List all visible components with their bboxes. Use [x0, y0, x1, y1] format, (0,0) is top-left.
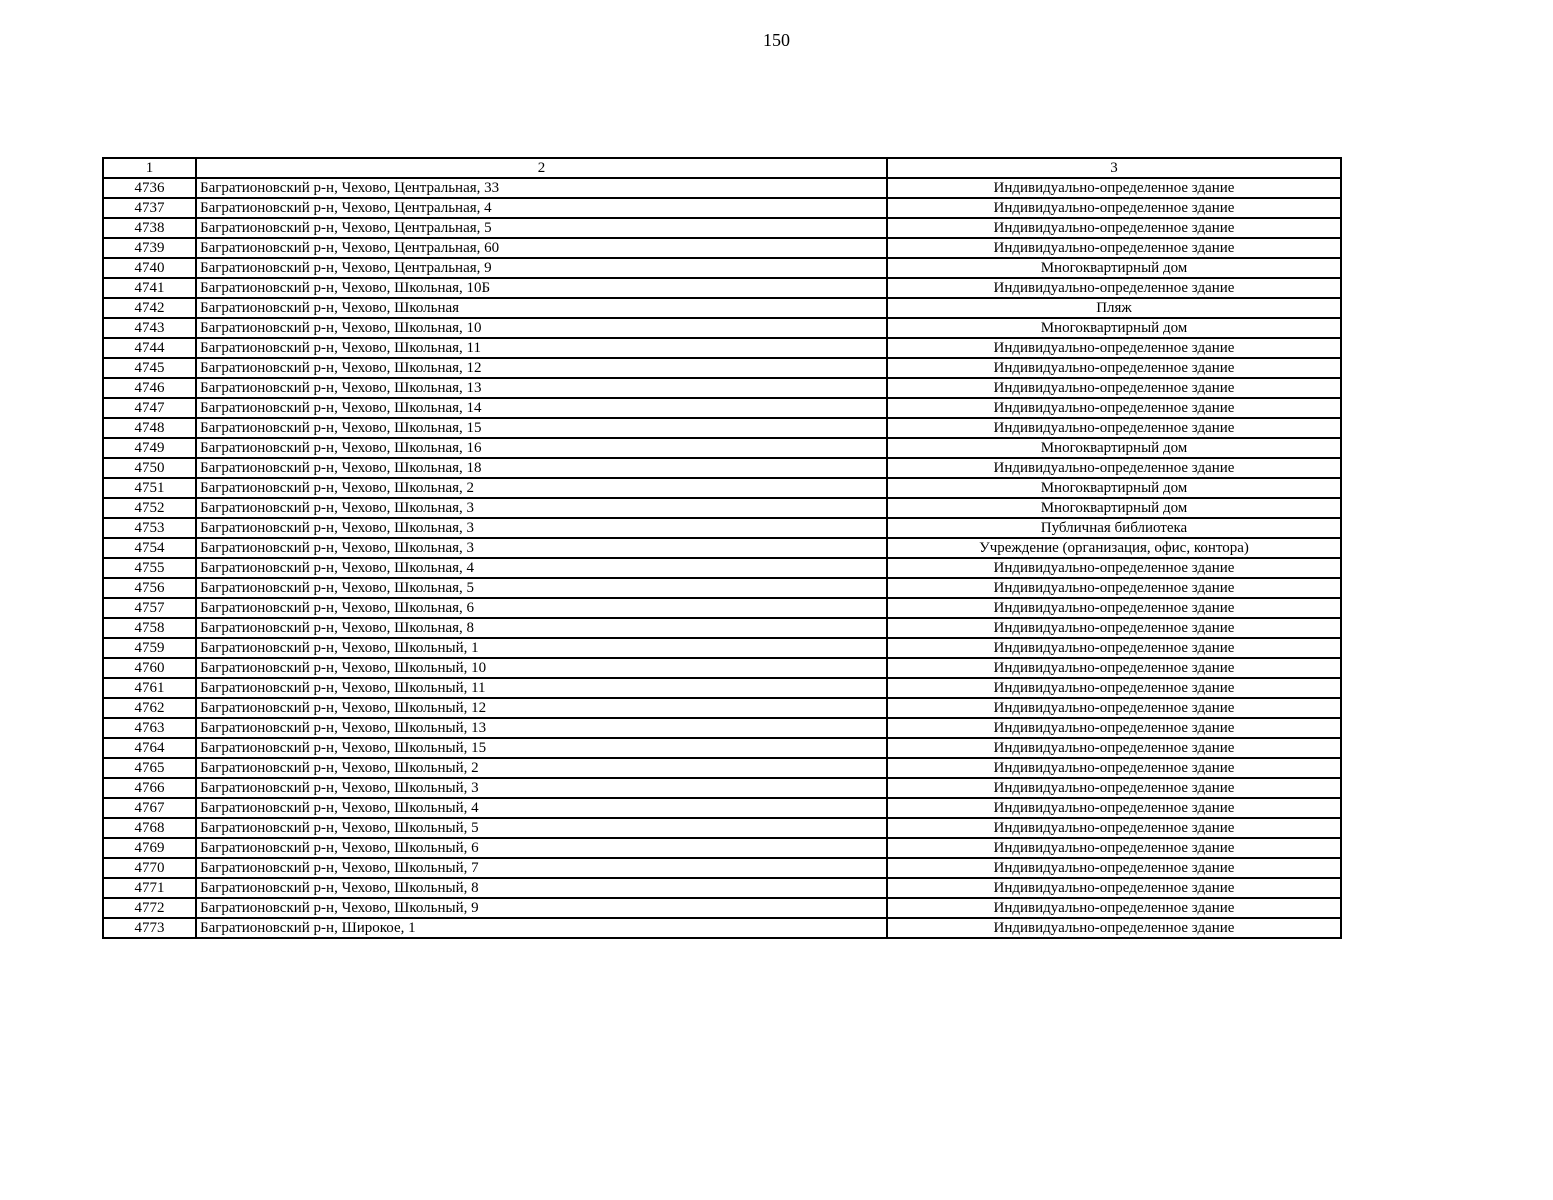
row-number: 4748 — [103, 418, 196, 438]
table-row — [103, 778, 1341, 798]
row-object-type: Индивидуально-определенное здание — [887, 418, 1341, 438]
row-address: Багратионовский р-н, Чехово, Школьная, 3 — [196, 518, 887, 538]
row-number: 4745 — [103, 358, 196, 378]
row-object-type: Индивидуально-определенное здание — [887, 918, 1341, 938]
row-address: Багратионовский р-н, Чехово, Школьная, 6 — [196, 598, 887, 618]
row-object-type: Пляж — [887, 298, 1341, 318]
row-number: 4772 — [103, 898, 196, 918]
row-number: 4759 — [103, 638, 196, 658]
row-number: 4743 — [103, 318, 196, 338]
row-number: 4765 — [103, 758, 196, 778]
row-object-type: Индивидуально-определенное здание — [887, 178, 1341, 198]
table-row — [103, 718, 1341, 738]
row-object-type: Индивидуально-определенное здание — [887, 458, 1341, 478]
row-address: Багратионовский р-н, Чехово, Школьная, 8 — [196, 618, 887, 638]
row-address: Багратионовский р-н, Чехово, Центральная, 9 — [196, 258, 887, 278]
row-object-type: Индивидуально-определенное здание — [887, 878, 1341, 898]
row-object-type: Индивидуально-определенное здание — [887, 198, 1341, 218]
table-row — [103, 178, 1341, 198]
row-address: Багратионовский р-н, Чехово, Школьный, 12 — [196, 698, 887, 718]
row-object-type: Индивидуально-определенное здание — [887, 738, 1341, 758]
row-address: Багратионовский р-н, Чехово, Школьная, 15 — [196, 418, 887, 438]
row-address: Багратионовский р-н, Чехово, Школьный, 8 — [196, 878, 887, 898]
row-address: Багратионовский р-н, Чехово, Школьная, 3 — [196, 498, 887, 518]
row-object-type: Индивидуально-определенное здание — [887, 358, 1341, 378]
row-address: Багратионовский р-н, Чехово, Школьный, 9 — [196, 898, 887, 918]
row-address: Багратионовский р-н, Чехово, Школьный, 7 — [196, 858, 887, 878]
row-number: 4757 — [103, 598, 196, 618]
row-number: 4738 — [103, 218, 196, 238]
row-number: 4739 — [103, 238, 196, 258]
row-object-type: Индивидуально-определенное здание — [887, 378, 1341, 398]
table-row — [103, 398, 1341, 418]
column-header-object-type: 3 — [887, 158, 1341, 178]
table-body — [103, 178, 1341, 938]
row-number: 4768 — [103, 818, 196, 838]
row-object-type: Индивидуально-определенное здание — [887, 798, 1341, 818]
table-row — [103, 558, 1341, 578]
table-row — [103, 898, 1341, 918]
row-address: Багратионовский р-н, Чехово, Школьный, 10 — [196, 658, 887, 678]
row-number: 4769 — [103, 838, 196, 858]
row-address: Багратионовский р-н, Чехово, Школьный, 13 — [196, 718, 887, 738]
table-row — [103, 378, 1341, 398]
row-address: Багратионовский р-н, Чехово, Центральная, 4 — [196, 198, 887, 218]
row-address: Багратионовский р-н, Чехово, Школьная, 10Б — [196, 278, 887, 298]
row-number: 4746 — [103, 378, 196, 398]
row-address: Багратионовский р-н, Чехово, Центральная, 5 — [196, 218, 887, 238]
row-address: Багратионовский р-н, Чехово, Школьная, 10 — [196, 318, 887, 338]
table-row — [103, 738, 1341, 758]
table-row — [103, 438, 1341, 458]
row-number: 4758 — [103, 618, 196, 638]
table-row — [103, 498, 1341, 518]
row-address: Багратионовский р-н, Чехово, Школьный, 6 — [196, 838, 887, 858]
row-number: 4771 — [103, 878, 196, 898]
row-object-type: Многоквартирный дом — [887, 498, 1341, 518]
table-row — [103, 918, 1341, 938]
table-row — [103, 658, 1341, 678]
registry-table — [102, 157, 1342, 939]
table-row — [103, 598, 1341, 618]
table-row — [103, 478, 1341, 498]
row-object-type: Индивидуально-определенное здание — [887, 598, 1341, 618]
row-object-type: Индивидуально-определенное здание — [887, 278, 1341, 298]
row-number: 4742 — [103, 298, 196, 318]
table-row — [103, 758, 1341, 778]
row-number: 4737 — [103, 198, 196, 218]
row-address: Багратионовский р-н, Чехово, Школьная, 11 — [196, 338, 887, 358]
row-address: Багратионовский р-н, Чехово, Школьная, 13 — [196, 378, 887, 398]
row-object-type: Публичная библиотека — [887, 518, 1341, 538]
row-number: 4770 — [103, 858, 196, 878]
row-number: 4752 — [103, 498, 196, 518]
header-row — [103, 158, 1341, 178]
table-row — [103, 878, 1341, 898]
row-number: 4750 — [103, 458, 196, 478]
table-row — [103, 238, 1341, 258]
row-address: Багратионовский р-н, Широкое, 1 — [196, 918, 887, 938]
row-address: Багратионовский р-н, Чехово, Центральная, 60 — [196, 238, 887, 258]
row-object-type: Многоквартирный дом — [887, 478, 1341, 498]
table-header — [103, 158, 1341, 178]
row-number: 4751 — [103, 478, 196, 498]
table-row — [103, 638, 1341, 658]
row-object-type: Индивидуально-определенное здание — [887, 818, 1341, 838]
row-number: 4754 — [103, 538, 196, 558]
row-number: 4753 — [103, 518, 196, 538]
row-object-type: Индивидуально-определенное здание — [887, 398, 1341, 418]
row-address: Багратионовский р-н, Чехово, Школьный, 4 — [196, 798, 887, 818]
row-object-type: Индивидуально-определенное здание — [887, 858, 1341, 878]
page-number: 150 — [763, 30, 790, 50]
row-object-type: Многоквартирный дом — [887, 318, 1341, 338]
row-number: 4764 — [103, 738, 196, 758]
row-address: Багратионовский р-н, Чехово, Школьная, 18 — [196, 458, 887, 478]
table-row — [103, 198, 1341, 218]
row-address: Багратионовский р-н, Чехово, Школьная, 2 — [196, 478, 887, 498]
row-object-type: Индивидуально-определенное здание — [887, 778, 1341, 798]
row-object-type: Индивидуально-определенное здание — [887, 638, 1341, 658]
table-row — [103, 798, 1341, 818]
row-number: 4744 — [103, 338, 196, 358]
row-address: Багратионовский р-н, Чехово, Школьный, 5 — [196, 818, 887, 838]
row-object-type: Учреждение (организация, офис, контора) — [887, 538, 1341, 558]
row-number: 4763 — [103, 718, 196, 738]
row-number: 4766 — [103, 778, 196, 798]
row-object-type: Индивидуально-определенное здание — [887, 238, 1341, 258]
table-row — [103, 338, 1341, 358]
row-number: 4741 — [103, 278, 196, 298]
row-address: Багратионовский р-н, Чехово, Центральная, 33 — [196, 178, 887, 198]
table-row — [103, 258, 1341, 278]
table-row — [103, 858, 1341, 878]
table-row — [103, 218, 1341, 238]
table-row — [103, 678, 1341, 698]
table-row — [103, 698, 1341, 718]
table-row — [103, 518, 1341, 538]
row-object-type: Индивидуально-определенное здание — [887, 658, 1341, 678]
row-number: 4755 — [103, 558, 196, 578]
row-address: Багратионовский р-н, Чехово, Школьная — [196, 298, 887, 318]
row-object-type: Индивидуально-определенное здание — [887, 218, 1341, 238]
row-number: 4773 — [103, 918, 196, 938]
table-row — [103, 298, 1341, 318]
row-object-type: Индивидуально-определенное здание — [887, 618, 1341, 638]
row-address: Багратионовский р-н, Чехово, Школьный, 1 — [196, 638, 887, 658]
row-object-type: Индивидуально-определенное здание — [887, 558, 1341, 578]
row-address: Багратионовский р-н, Чехово, Школьный, 15 — [196, 738, 887, 758]
row-object-type: Индивидуально-определенное здание — [887, 678, 1341, 698]
row-number: 4761 — [103, 678, 196, 698]
row-address: Багратионовский р-н, Чехово, Школьная, 3 — [196, 538, 887, 558]
row-number: 4749 — [103, 438, 196, 458]
row-address: Багратионовский р-н, Чехово, Школьный, 11 — [196, 678, 887, 698]
row-number: 4760 — [103, 658, 196, 678]
table-row — [103, 458, 1341, 478]
column-header-address: 2 — [196, 158, 887, 178]
table-row — [103, 578, 1341, 598]
row-number: 4756 — [103, 578, 196, 598]
row-object-type: Индивидуально-определенное здание — [887, 898, 1341, 918]
row-number: 4762 — [103, 698, 196, 718]
row-address: Багратионовский р-н, Чехово, Школьная, 14 — [196, 398, 887, 418]
table-row — [103, 618, 1341, 638]
row-address: Багратионовский р-н, Чехово, Школьная, 12 — [196, 358, 887, 378]
table-row — [103, 278, 1341, 298]
row-object-type: Индивидуально-определенное здание — [887, 338, 1341, 358]
row-address: Багратионовский р-н, Чехово, Школьная, 4 — [196, 558, 887, 578]
row-object-type: Индивидуально-определенное здание — [887, 718, 1341, 738]
row-number: 4736 — [103, 178, 196, 198]
table-row — [103, 358, 1341, 378]
table-row — [103, 538, 1341, 558]
table-row — [103, 838, 1341, 858]
table-row — [103, 318, 1341, 338]
column-header-number: 1 — [103, 158, 196, 178]
table-row — [103, 818, 1341, 838]
row-object-type: Индивидуально-определенное здание — [887, 578, 1341, 598]
row-object-type: Индивидуально-определенное здание — [887, 698, 1341, 718]
table-row — [103, 418, 1341, 438]
row-number: 4747 — [103, 398, 196, 418]
row-object-type: Индивидуально-определенное здание — [887, 838, 1341, 858]
row-number: 4740 — [103, 258, 196, 278]
row-object-type: Индивидуально-определенное здание — [887, 758, 1341, 778]
row-number: 4767 — [103, 798, 196, 818]
row-object-type: Многоквартирный дом — [887, 258, 1341, 278]
row-address: Багратионовский р-н, Чехово, Школьный, 3 — [196, 778, 887, 798]
row-address: Багратионовский р-н, Чехово, Школьная, 5 — [196, 578, 887, 598]
row-address: Багратионовский р-н, Чехово, Школьный, 2 — [196, 758, 887, 778]
row-object-type: Многоквартирный дом — [887, 438, 1341, 458]
row-address: Багратионовский р-н, Чехово, Школьная, 16 — [196, 438, 887, 458]
